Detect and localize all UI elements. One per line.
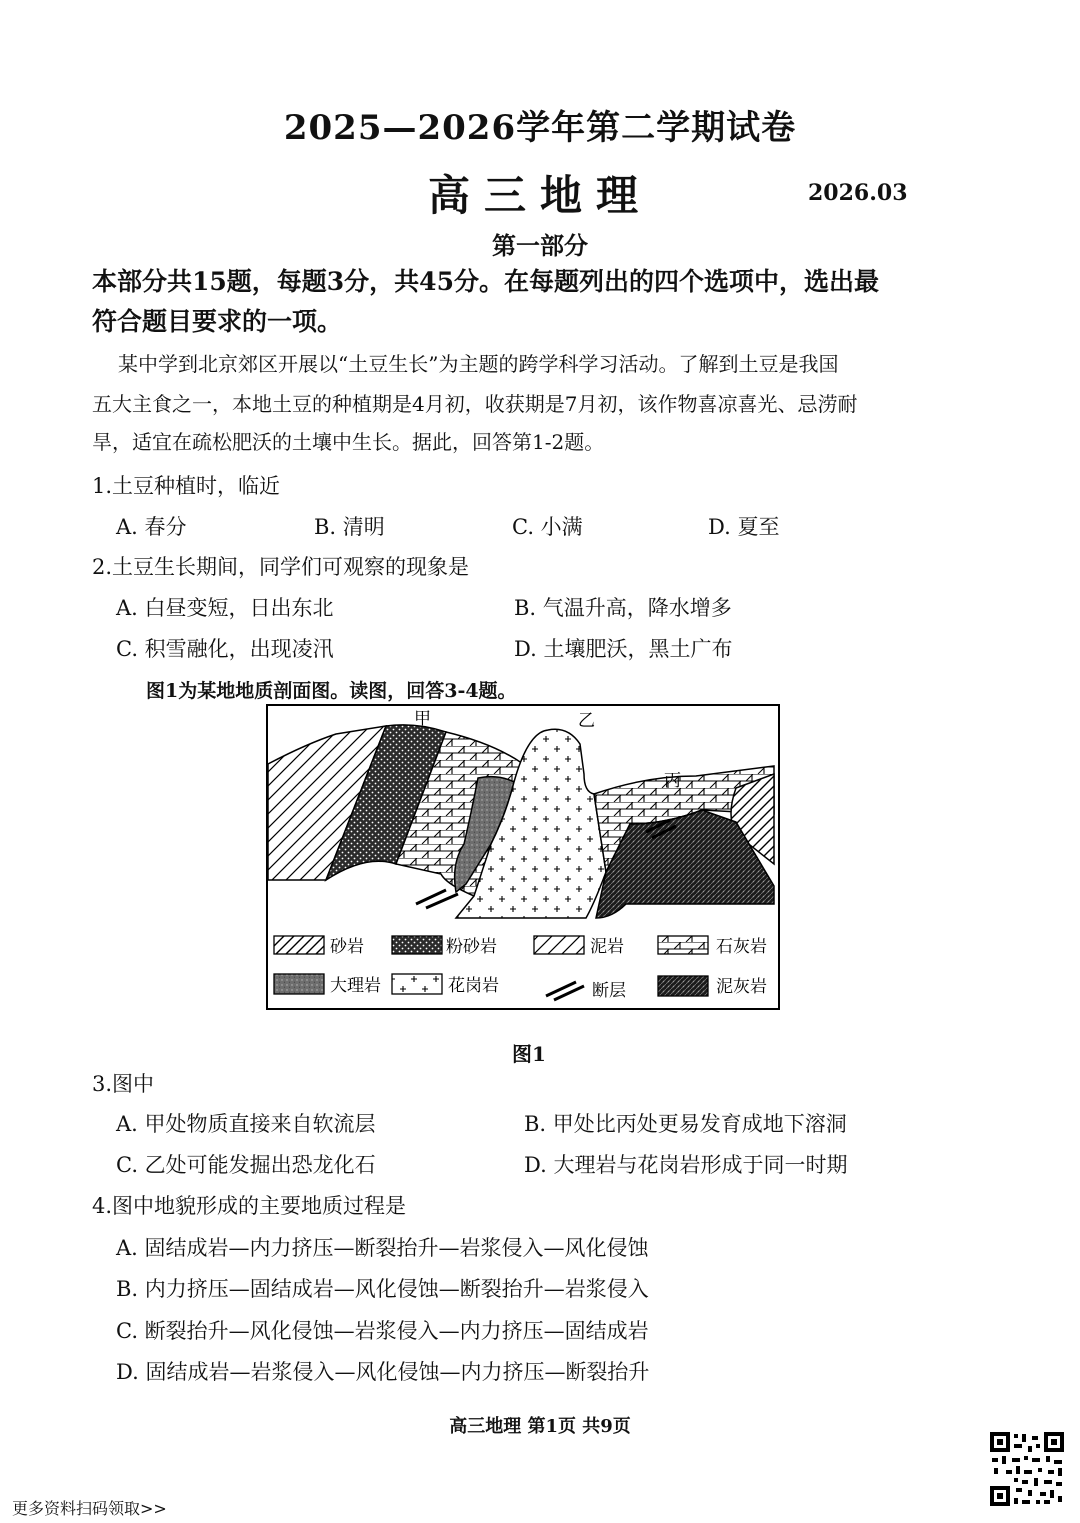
question-4-option-a[interactable]: A. 固结成岩—内力挤压—断裂抬升—岩浆侵入—风化侵蚀 [116,1236,649,1260]
passage-line-2: 五大主食之一，本地土豆的种植期是4月初，收获期是7月初，该作物喜凉喜光、忌涝耐 [92,392,858,416]
site-label-jia: 甲 [414,709,431,729]
legend-limestone: 石灰岩 [716,937,767,957]
question-2-stem: 2.土豆生长期间，同学们可观察的现象是 [92,555,470,579]
passage-line-1: 某中学到北京郊区开展以“土豆生长”为主题的跨学科学习活动。了解到土豆是我国 [118,352,839,376]
question-1-option-b[interactable]: B. 清明 [314,515,385,539]
legend-marble: 大理岩 [330,976,381,996]
question-1-option-c[interactable]: C. 小满 [512,515,583,539]
question-2-option-b[interactable]: B. 气温升高，降水增多 [514,596,732,620]
page-footer: 高三地理 第1页 共9页 [449,1416,631,1437]
legend-siltstone: 粉砂岩 [446,937,497,957]
question-4-option-b[interactable]: B. 内力挤压—固结成岩—风化侵蚀—断裂抬升—岩浆侵入 [116,1277,649,1301]
legend-mudstone: 泥岩 [590,937,624,957]
legend-marl: 泥灰岩 [716,977,767,997]
question-1-option-d[interactable]: D. 夏至 [708,515,780,539]
instructions-line-1: 本部分共15题，每题3分，共45分。在每题列出的四个选项中，选出最 [92,267,879,296]
instructions-line-2: 符合题目要求的一项。 [92,307,343,336]
exam-date: 2026.03 [808,180,908,206]
legend-fault: 断层 [592,981,626,1001]
question-3-option-a[interactable]: A. 甲处物质直接来自软流层 [116,1112,376,1136]
figure-caption: 图1 [512,1042,546,1066]
question-1-option-a[interactable]: A. 春分 [116,515,187,539]
question-4-stem: 4.图中地貌形成的主要地质过程是 [92,1194,407,1218]
site-label-yi: 乙 [578,711,595,731]
question-1-stem: 1.土豆种植时，临近 [92,474,281,498]
question-4-option-c[interactable]: C. 断裂抬升—风化侵蚀—岩浆侵入—内力挤压—固结成岩 [116,1319,649,1343]
geological-cross-section-figure [266,704,780,1010]
question-2-option-c[interactable]: C. 积雪融化，出现凌汛 [116,637,334,661]
site-label-bing: 丙 [664,771,681,791]
question-3-option-b[interactable]: B. 甲处比丙处更易发育成地下溶洞 [524,1112,847,1136]
more-resources-link[interactable]: 更多资料扫码领取>> [12,1499,167,1518]
part-heading: 第一部分 [492,231,588,260]
question-3-stem: 3.图中 [92,1072,155,1096]
exam-title: 2025—2026学年第二学期试卷 [283,108,797,148]
question-4-option-d[interactable]: D. 固结成岩—岩浆侵入—风化侵蚀—内力挤压—断裂抬升 [116,1360,650,1384]
passage-line-3: 旱，适宜在疏松肥沃的土壤中生长。据此，回答第1-2题。 [92,430,605,454]
question-2-option-d[interactable]: D. 土壤肥沃，黑土广布 [514,637,733,661]
legend-sandstone: 砂岩 [330,937,364,957]
figure-intro: 图1为某地地质剖面图。读图，回答3-4题。 [146,680,517,702]
question-3-option-c[interactable]: C. 乙处可能发掘出恐龙化石 [116,1153,376,1177]
qr-code-icon[interactable] [988,1430,1066,1508]
subject-title: 高三地理 [427,171,652,220]
legend-granite: 花岗岩 [448,976,499,996]
question-3-option-d[interactable]: D. 大理岩与花岗岩形成于同一时期 [524,1153,848,1177]
question-2-option-a[interactable]: A. 白昼变短，日出东北 [116,596,334,620]
